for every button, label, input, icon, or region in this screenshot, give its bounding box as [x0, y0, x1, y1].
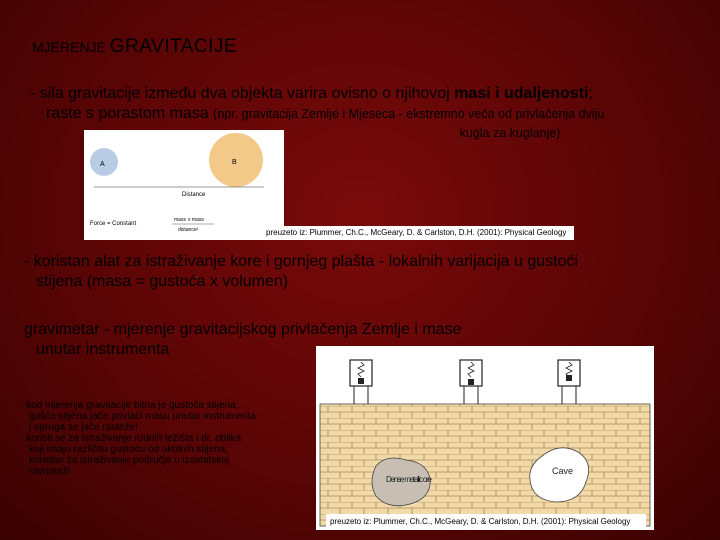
para3-line1: gravimetar - mjerenje gravitacijskog privlačenja Zemlje i mase	[24, 321, 462, 338]
para1-line1c: ;	[588, 85, 593, 102]
para1-line2b: (npr. gravitacija Zemlje i Mjeseca - ekstremno veća od privlačenja dviju	[213, 107, 605, 121]
rock-layer	[320, 404, 650, 526]
label-b: B	[232, 159, 237, 166]
gravity-diagram	[84, 130, 284, 240]
note-line-6: koristan za istraživanje područja u izostatskoj	[29, 455, 230, 466]
para1-line3: kugla za kuglanje)	[459, 126, 561, 140]
gravimeter-2	[460, 360, 482, 404]
distance-term: distance²	[178, 227, 199, 233]
para2-line2: stijena (masa = gustoća x volumen)	[36, 273, 289, 290]
figure2-credit: preuzeto iz: Plummer, Ch.C., McGeary, D. & Carlston, D.H. (2001): Physical Geology	[326, 514, 646, 530]
mass-b-term: x mass	[188, 217, 204, 223]
page-title	[32, 36, 237, 58]
title-part1: MJERENJE	[32, 39, 110, 55]
para1-line1	[30, 84, 700, 104]
mass-a-term: mass	[174, 217, 186, 223]
distance-label: Distance	[182, 192, 206, 198]
para2-line1: - koristan alat za istraživanje kore i gornjeg plašta - lokalnih varijacija u gustoći	[24, 253, 579, 270]
gravimeter-3	[558, 360, 580, 404]
note-line-4: - koristi se za istraživanje rudnih ležišta i dr. oblika	[20, 433, 242, 444]
note-line-7: ravnoteži	[29, 466, 70, 477]
note-line-1: - kod mjerenja gravitacije bitna je gustoća stijena;	[20, 400, 239, 411]
paragraph-gravity-force	[30, 84, 700, 124]
title-part2: GRAVITACIJE	[109, 36, 238, 57]
cave-label: Cave	[552, 466, 574, 476]
gravity-diagram-svg	[84, 130, 284, 240]
paragraph-usage	[24, 252, 704, 292]
figure1-credit: preuzeto iz: Plummer, Ch.C., McGeary, D. & Carlston, D.H. (2001): Physical Geology	[258, 226, 574, 240]
ore-label: Dense metallic ore	[386, 475, 432, 484]
gravimeter-notes	[20, 400, 320, 477]
para1-line2a: raste s porastom masa	[46, 105, 214, 122]
para1-bold: masi i udaljenosti	[454, 85, 589, 102]
gravimeter-1	[350, 360, 372, 404]
note-line-2: gušća stijena jače privlači masu unutar instrumenta	[29, 411, 256, 422]
gravimeter-diagram	[316, 346, 654, 530]
para1-line2	[30, 104, 700, 124]
label-a: A	[100, 161, 105, 168]
note-line-3: i opruga se jače rasteže!	[29, 422, 138, 433]
force-formula: Force = Constant	[90, 221, 137, 227]
note-line-5: koji imaju različitu gustoću od okolnih stijena;	[29, 444, 228, 455]
para1-line1a: - sila gravitacije između dva objekta varira ovisno o njihovoj	[30, 85, 455, 102]
gravimeter-diagram-svg	[316, 346, 654, 530]
para3-line2: unutar instrumenta	[36, 341, 170, 358]
